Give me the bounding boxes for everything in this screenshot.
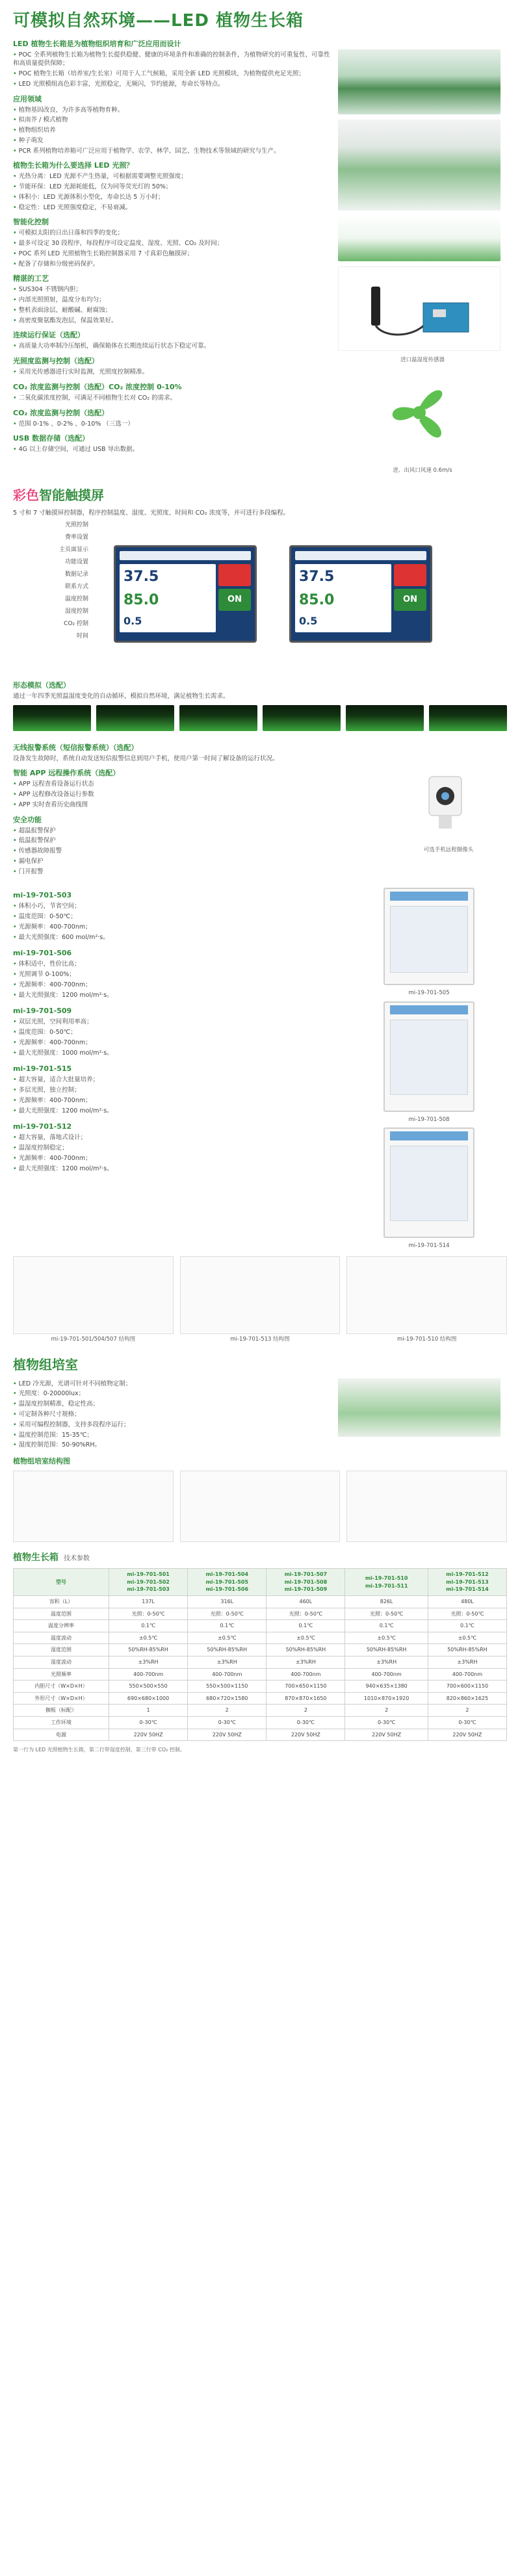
spec-cell: 工作环境 (14, 1716, 109, 1729)
spec-cell: 湿度范围 (14, 1644, 109, 1656)
camera-caption: 可选手机远程摄像头 (423, 847, 474, 854)
co2-readout: 0.5 (124, 614, 142, 627)
spec-cell: 220V 50HZ (109, 1729, 188, 1741)
spec-cell: 0.1℃ (188, 1620, 266, 1632)
screens-area (0, 519, 520, 675)
table-row (14, 1692, 507, 1705)
callout-label: 联系方式 (64, 584, 88, 591)
spec-header-cell: 型号 (14, 1569, 109, 1596)
table-row (14, 1632, 507, 1644)
spec-cell: 外形尺寸（W×D×H） (14, 1692, 109, 1705)
spec-cell: 容积（L） (14, 1596, 109, 1608)
structure-drawing (180, 1256, 341, 1334)
camera-icon (390, 764, 507, 842)
model-line: • 最大光照强度：1200 mol/m²·s。 (13, 1107, 351, 1116)
hero-subtitle: LED 植物生长箱是为植物组织培育和广泛应用而设计 (13, 39, 181, 48)
table-row (14, 1596, 507, 1608)
structure-drawing (13, 1256, 174, 1334)
morphology-title: 形态模拟（选配） (13, 681, 70, 690)
spec-cell: ±0.5℃ (345, 1632, 428, 1644)
on-button[interactable]: ON (218, 589, 251, 611)
touchscreen-title: 彩色智能触摸屏 (13, 487, 104, 504)
model-line: • 超大容量，适合大批量培养； (13, 1075, 351, 1085)
callout-label: 光照控制 (64, 522, 88, 529)
spec-cell: 0-30℃ (266, 1716, 345, 1729)
room-drawing (346, 1471, 507, 1542)
feature-title: 植物生长箱为什么要选择 LED 光照？ (13, 161, 134, 170)
on-button[interactable]: ON (394, 589, 426, 611)
model-line: • 光源频率：400-700nm； (13, 981, 351, 990)
table-row (14, 1668, 507, 1681)
room-line: • 采用可编程控制器，支持多段程序运行； (13, 1421, 332, 1430)
feature-title: CO₂ 浓度监测与控制（选配） (13, 408, 109, 417)
security-line: • 传感器故障报警 (13, 847, 384, 856)
feature-line: • 高质量大功率制冷压缩机，确保箱体在长期连续运行状态下稳定可靠。 (13, 342, 332, 351)
security-line: • 低温报警保护 (13, 836, 384, 845)
chamber-photo (384, 1001, 474, 1112)
plant-photo (338, 216, 500, 261)
stop-button[interactable] (394, 564, 426, 586)
table-row (14, 1644, 507, 1656)
touchscreen-section (0, 486, 520, 518)
spec-cell: 光照频率 (14, 1668, 109, 1681)
feature-line: • 植物组织培养 (13, 126, 332, 135)
hero-row (13, 49, 507, 475)
model-name: mi-19-701-515 (13, 1064, 72, 1074)
feature-line: • 节能环保：LED 光源耗能低，仅为同等荧光灯的 50%； (13, 183, 332, 192)
model-line: • 体积适中，性价比高； (13, 960, 351, 969)
grass-photo (96, 705, 174, 731)
spec-header-cell: mi-19-701-512 mi-19-701-513 mi-19-701-514 (428, 1569, 506, 1596)
app-line: • APP 远程查看设备运行状态 (13, 780, 384, 789)
callout-label: 费率设置 (64, 534, 88, 541)
model-line: • 多层光照，独立控制； (13, 1086, 351, 1095)
model-line: • 最大光照强度：1200 mol/m²·s。 (13, 1165, 351, 1174)
spec-cell: 400-700nm (428, 1668, 506, 1681)
grass-photo (429, 705, 507, 731)
footer-note: 第一行为 LED 光照植物生长箱，第二行带湿度控制，第三行带 CO₂ 控制。 (13, 1747, 185, 1753)
spec-cell: 680×720×1580 (188, 1692, 266, 1705)
wireless-desc: 设备发生故障时，系统自动发送短信报警信息到用户手机，使用户第一时间了解设备的运行状况。 (13, 754, 279, 762)
model-line: • 光源频率：400-700nm； (13, 1154, 351, 1163)
spec-cell: 137L (109, 1596, 188, 1608)
intro-line: • POC 植物生长箱（培养室/生长室）可用于人工气候箱，采用全新 LED 光照模块，为植物提供充足光照； (13, 70, 332, 79)
spec-cell: ±3%RH (345, 1656, 428, 1669)
spec-cell: ±0.5℃ (428, 1632, 506, 1644)
feature-line: • 稳定性：LED 光照强度稳定，不易衰减。 (13, 203, 332, 213)
feature-line: • 范围 0-1% 、0-2% 、0-10% （三选一） (13, 420, 332, 429)
spec-cell: 50%RH-85%RH (266, 1644, 345, 1656)
spec-cell: 400-700nm (345, 1668, 428, 1681)
spec-cell: 826L (345, 1596, 428, 1608)
room-line: • 湿度控制范围：50-90%RH。 (13, 1441, 332, 1450)
table-row (14, 1716, 507, 1729)
feature-line: • 4G 以上存储空间，可通过 USB 导出数据。 (13, 445, 332, 454)
products-section (0, 884, 520, 1250)
room-drawing (13, 1471, 174, 1542)
spec-subtitle: 技术参数 (64, 1554, 90, 1562)
app-title: 智能 APP 远程操作系统（选配） (13, 769, 120, 778)
spec-cell: 温度波动 (14, 1632, 109, 1644)
app-line: • APP 实时查看历史曲线图 (13, 801, 384, 810)
feature-line: • POC 系列 LED 光照植物生长箱控制器采用 7 寸真彩色触摸屏； (13, 250, 332, 259)
spec-cell: 光照：0-50℃ (266, 1608, 345, 1620)
grass-photo (346, 705, 424, 731)
feature-title: 应用领域 (13, 94, 42, 103)
product-caption: mi-19-701-508 (408, 1116, 450, 1123)
spec-cell: 400-700nm (109, 1668, 188, 1681)
spec-cell: 2 (188, 1705, 266, 1717)
callout-label: 数据记录 (64, 571, 88, 578)
feature-line: • 可模拟太阳的日出日落和四季的变化； (13, 229, 332, 238)
model-name: mi-19-701-509 (13, 1007, 72, 1016)
touchscreen-2[interactable] (289, 545, 432, 643)
grow-shelf-photo (338, 120, 500, 211)
spec-cell: 0-30℃ (188, 1716, 266, 1729)
room-line: • 温度控制范围：15-35℃； (13, 1431, 332, 1440)
app-line-list (13, 780, 384, 809)
temp-readout: 37.5 (299, 569, 335, 586)
spec-cell: 温度范围 (14, 1608, 109, 1620)
drawing-caption: mi-19-701-513 结构图 (230, 1336, 290, 1343)
structure-drawing (346, 1256, 507, 1334)
grass-photo (13, 705, 91, 731)
spec-cell: ±3%RH (109, 1656, 188, 1669)
feature-line: • 整机表面涂层，耐酸碱、耐腐蚀； (13, 306, 332, 315)
model-line: • 超大容量，落地式设计； (13, 1133, 351, 1142)
security-line-list (13, 827, 384, 877)
spec-cell: 光照：0-50℃ (109, 1608, 188, 1620)
spec-body (14, 1596, 507, 1741)
intro-line: • LED 光照模组高色彩丰富，光照稳定，无频闪，节约能源，寿命长等特点。 (13, 80, 332, 89)
spec-cell: 0-30℃ (428, 1716, 506, 1729)
model-line: • 最大光照强度：600 mol/m²·s。 (13, 933, 351, 942)
feature-line: • 二氧化碳浓度控制，可满足不同植物生长对 CO₂ 的需求。 (13, 394, 332, 403)
feature-title: USB 数据存储（选配） (13, 434, 90, 443)
hero-images (338, 49, 507, 475)
grass-strip (0, 705, 520, 731)
feature-line: • 配备了存储和分级密码保护。 (13, 260, 332, 269)
feature-line: • 采用光传感器进行实时监测，光照度控制精准。 (13, 368, 332, 377)
app-line: • APP 远程修改设备运行参数 (13, 790, 384, 799)
product-caption: mi-19-701-505 (408, 990, 450, 997)
spec-cell: 光照：0-50℃ (188, 1608, 266, 1620)
security-title: 安全功能 (13, 815, 42, 824)
room-drawing (180, 1471, 341, 1542)
model-name: mi-19-701-506 (13, 949, 72, 958)
spec-header-cell: mi-19-701-504 mi-19-701-505 mi-19-701-506 (188, 1569, 266, 1596)
spec-cell: 0.1℃ (345, 1620, 428, 1632)
spec-cell: 220V 50HZ (266, 1729, 345, 1741)
spec-cell: 480L (428, 1596, 506, 1608)
table-row (14, 1620, 507, 1632)
feature-line: • 光热分离：LED 光源不产生热量，可根据需要调整光照强度； (13, 172, 332, 181)
spec-title: 植物生长箱 (13, 1552, 58, 1563)
spec-cell: ±3%RH (428, 1656, 506, 1669)
touchscreen-1[interactable] (114, 545, 257, 643)
spec-header-cell: mi-19-701-510 mi-19-701-511 (345, 1569, 428, 1596)
spec-cell: 550×500×1150 (188, 1681, 266, 1693)
callout-label: CO₂ 控制 (64, 621, 88, 628)
model-line: • 温湿度控制稳定； (13, 1144, 351, 1153)
model-name: mi-19-701-503 (13, 891, 72, 900)
spec-cell: ±3%RH (188, 1656, 266, 1669)
spec-cell: 内胆尺寸（W×D×H） (14, 1681, 109, 1693)
security-line: • 门开报警 (13, 868, 384, 877)
spec-cell: 2 (266, 1705, 345, 1717)
spec-cell: 光照：0-50℃ (345, 1608, 428, 1620)
spec-cell: 温度分辨率 (14, 1620, 109, 1632)
table-row (14, 1681, 507, 1693)
spec-cell: 0.1℃ (109, 1620, 188, 1632)
spec-cell: 220V 50HZ (345, 1729, 428, 1741)
spec-cell: 400-700nm (266, 1668, 345, 1681)
spec-header-cell: mi-19-701-501 mi-19-701-502 mi-19-701-503 (109, 1569, 188, 1596)
model-line: • 最大光照强度：1200 mol/m²·s。 (13, 991, 351, 1000)
spec-cell: 316L (188, 1596, 266, 1608)
spec-cell: 400-700nm (188, 1668, 266, 1681)
spec-cell: 0-30℃ (345, 1716, 428, 1729)
hero-text (13, 49, 338, 475)
spec-cell: ±0.5℃ (266, 1632, 345, 1644)
sensor-photo (338, 266, 500, 351)
grow-room-photo (338, 49, 500, 114)
spec-cell: 2 (428, 1705, 506, 1717)
spec-cell: 50%RH-85%RH (109, 1644, 188, 1656)
feature-line: • 体积小：LED 光源体积小型化，寿命长达 5 万小时； (13, 193, 332, 202)
security-line: • 超温报警保护 (13, 827, 384, 836)
spec-cell: 0-30℃ (109, 1716, 188, 1729)
spec-cell: 50%RH-85%RH (428, 1644, 506, 1656)
spec-cell: 1 (109, 1705, 188, 1717)
temp-readout: 37.5 (124, 569, 159, 586)
page-title: 可模拟自然环境——LED 植物生长箱 (13, 11, 304, 31)
spec-cell: 0.1℃ (266, 1620, 345, 1632)
spec-cell: 550×500×550 (109, 1681, 188, 1693)
spec-cell: 50%RH-85%RH (188, 1644, 266, 1656)
room-photo (338, 1378, 500, 1437)
feature-line: • SUS304 不锈钢内胆； (13, 285, 332, 294)
feature-list (13, 94, 332, 454)
sensor-icon (339, 267, 500, 351)
model-line: • 光源频率：400-700nm； (13, 1096, 351, 1105)
feature-line: • 植物基因改良，为许多高等植物育种。 (13, 106, 332, 115)
model-line: • 光照调节 0-100%； (13, 970, 351, 979)
room-section (0, 1356, 520, 1542)
model-line: • 最大光照强度：1000 mol/m²·s。 (13, 1049, 351, 1058)
feature-line: • 最多可设定 30 段程序，每段程序可设定温度、湿度、光照、CO₂ 及时间； (13, 239, 332, 248)
model-line: • 体积小巧，节省空间； (13, 902, 351, 911)
morphology-section (0, 680, 520, 701)
product-images (351, 884, 507, 1250)
spec-cell: 50%RH-85%RH (345, 1644, 428, 1656)
humidity-readout: 85.0 (124, 591, 159, 608)
spec-cell: 搁板（标配） (14, 1705, 109, 1717)
feature-line: • 种子萌发 (13, 136, 332, 146)
spec-cell: 700×600×1150 (428, 1681, 506, 1693)
wireless-section (0, 738, 520, 878)
touchscreen-desc: 5 寸和 7 寸触摸屏控制器，程序控制温度、湿度、光照度、时间和 CO₂ 浓度等，并可进行多段编程。 (13, 509, 290, 517)
feature-line: • 内部光照照射，温度分布均匀； (13, 296, 332, 305)
spec-cell: 870×870×1650 (266, 1692, 345, 1705)
room-line: • LED 冷光源，光谱可针对不同植物定制； (13, 1380, 332, 1389)
spec-cell: 0.1℃ (428, 1620, 506, 1632)
hero-section (0, 0, 520, 474)
wireless-title: 无线报警系统（短信报警系统）（选配） (13, 743, 138, 752)
spec-cell: 700×650×1150 (266, 1681, 345, 1693)
callout-list (13, 519, 91, 643)
spec-cell: 电源 (14, 1729, 109, 1741)
stop-button[interactable] (218, 564, 251, 586)
spec-header (0, 1551, 520, 1564)
fan-caption: 进、出风口风速 0.6m/s (393, 467, 452, 474)
model-line: • 双层光照，空间利用率高； (13, 1018, 351, 1027)
feature-line: • PCR 系列植物培养箱可广泛应用于植物学、农学、林学、园艺、生物技术等领域的研究与生产。 (13, 147, 332, 156)
spec-cell: 940×635×1380 (345, 1681, 428, 1693)
spec-head-row (14, 1569, 507, 1596)
room-diagram-label: 植物组培室结构图 (13, 1457, 70, 1466)
product-caption: mi-19-701-514 (408, 1243, 450, 1250)
room-line-list (13, 1378, 338, 1451)
room-line: • 可定制各种尺寸规格； (13, 1410, 332, 1419)
model-line: • 光源频率：400-700nm； (13, 1038, 351, 1048)
feature-title: 精湛的工艺 (13, 274, 49, 283)
spec-cell: 690×680×1000 (109, 1692, 188, 1705)
chamber-photo (384, 1127, 474, 1238)
spec-cell: 1010×870×1920 (345, 1692, 428, 1705)
model-name: mi-19-701-512 (13, 1122, 72, 1131)
spec-cell: 220V 50HZ (188, 1729, 266, 1741)
table-row (14, 1705, 507, 1717)
spec-cell: 460L (266, 1596, 345, 1608)
drawings-row (0, 1256, 520, 1343)
callout-label: 主页面显示 (58, 547, 88, 554)
model-line: • 温度范围：0-50℃； (13, 1028, 351, 1037)
model-line: • 温度范围：0-50℃； (13, 912, 351, 921)
model-line: • 光源频率：400-700nm； (13, 923, 351, 932)
callout-label: 温度控制 (64, 596, 88, 603)
grass-photo (263, 705, 341, 731)
feature-title: 光照度监测与控制（选配） (13, 357, 99, 366)
table-row (14, 1729, 507, 1741)
room-line: • 光照度：0-20000lux； (13, 1389, 332, 1398)
spec-cell: 湿度波动 (14, 1656, 109, 1669)
spec-cell: 2 (345, 1705, 428, 1717)
drawing-caption: mi-19-701-501/504/507 结构图 (51, 1336, 136, 1343)
feature-line: • 拟南芥 / 模式植物 (13, 116, 332, 125)
feature-title: 智能化控制 (13, 218, 49, 227)
fan-photo (338, 364, 500, 461)
intro-line: • POC 全系列植物生长箱为植物生长提供稳健、健康的环境条件和准确的控制条件，为植物研究的可重复性、可靠性和高质量提供保障； (13, 51, 332, 69)
morphology-desc: 通过一年四季光照温湿度变化的自动循环，模拟自然环境，满足植物生长需求。 (13, 692, 229, 700)
spec-cell: 220V 50HZ (428, 1729, 506, 1741)
grass-photo (179, 705, 257, 731)
callout-label: 时间 (76, 633, 88, 640)
feature-title: 连续运行保证（选配） (13, 331, 84, 340)
fan-icon (338, 364, 500, 461)
spec-cell: ±3%RH (266, 1656, 345, 1669)
spec-header-cell: mi-19-701-507 mi-19-701-508 mi-19-701-509 (266, 1569, 345, 1596)
feature-title: CO₂ 浓度监测与控制（选配）CO₂ 浓度控制 0-10% (13, 382, 182, 391)
spec-cell: 820×860×1625 (428, 1692, 506, 1705)
room-title: 植物组培室 (13, 1356, 78, 1372)
callout-label: 功能设置 (64, 559, 88, 566)
spec-cell: ±0.5℃ (188, 1632, 266, 1644)
sensor-caption: 进口温湿度传感器 (400, 356, 445, 363)
table-row (14, 1656, 507, 1669)
room-line: • 温湿度控制精准，稳定性高； (13, 1400, 332, 1409)
security-line: • 漏电保护 (13, 857, 384, 866)
chamber-photo (384, 888, 474, 985)
co2-readout: 0.5 (299, 614, 318, 627)
feature-line: • 高密度聚氨酯发泡层，保温效果好。 (13, 316, 332, 326)
spec-table (13, 1568, 507, 1741)
drawing-caption: mi-19-701-510 结构图 (397, 1336, 457, 1343)
model-list (13, 884, 351, 1250)
table-row (14, 1608, 507, 1620)
spec-cell: 光照：0-50℃ (428, 1608, 506, 1620)
callout-label: 湿度控制 (64, 608, 88, 615)
spec-cell: ±0.5℃ (109, 1632, 188, 1644)
humidity-readout: 85.0 (299, 591, 335, 608)
